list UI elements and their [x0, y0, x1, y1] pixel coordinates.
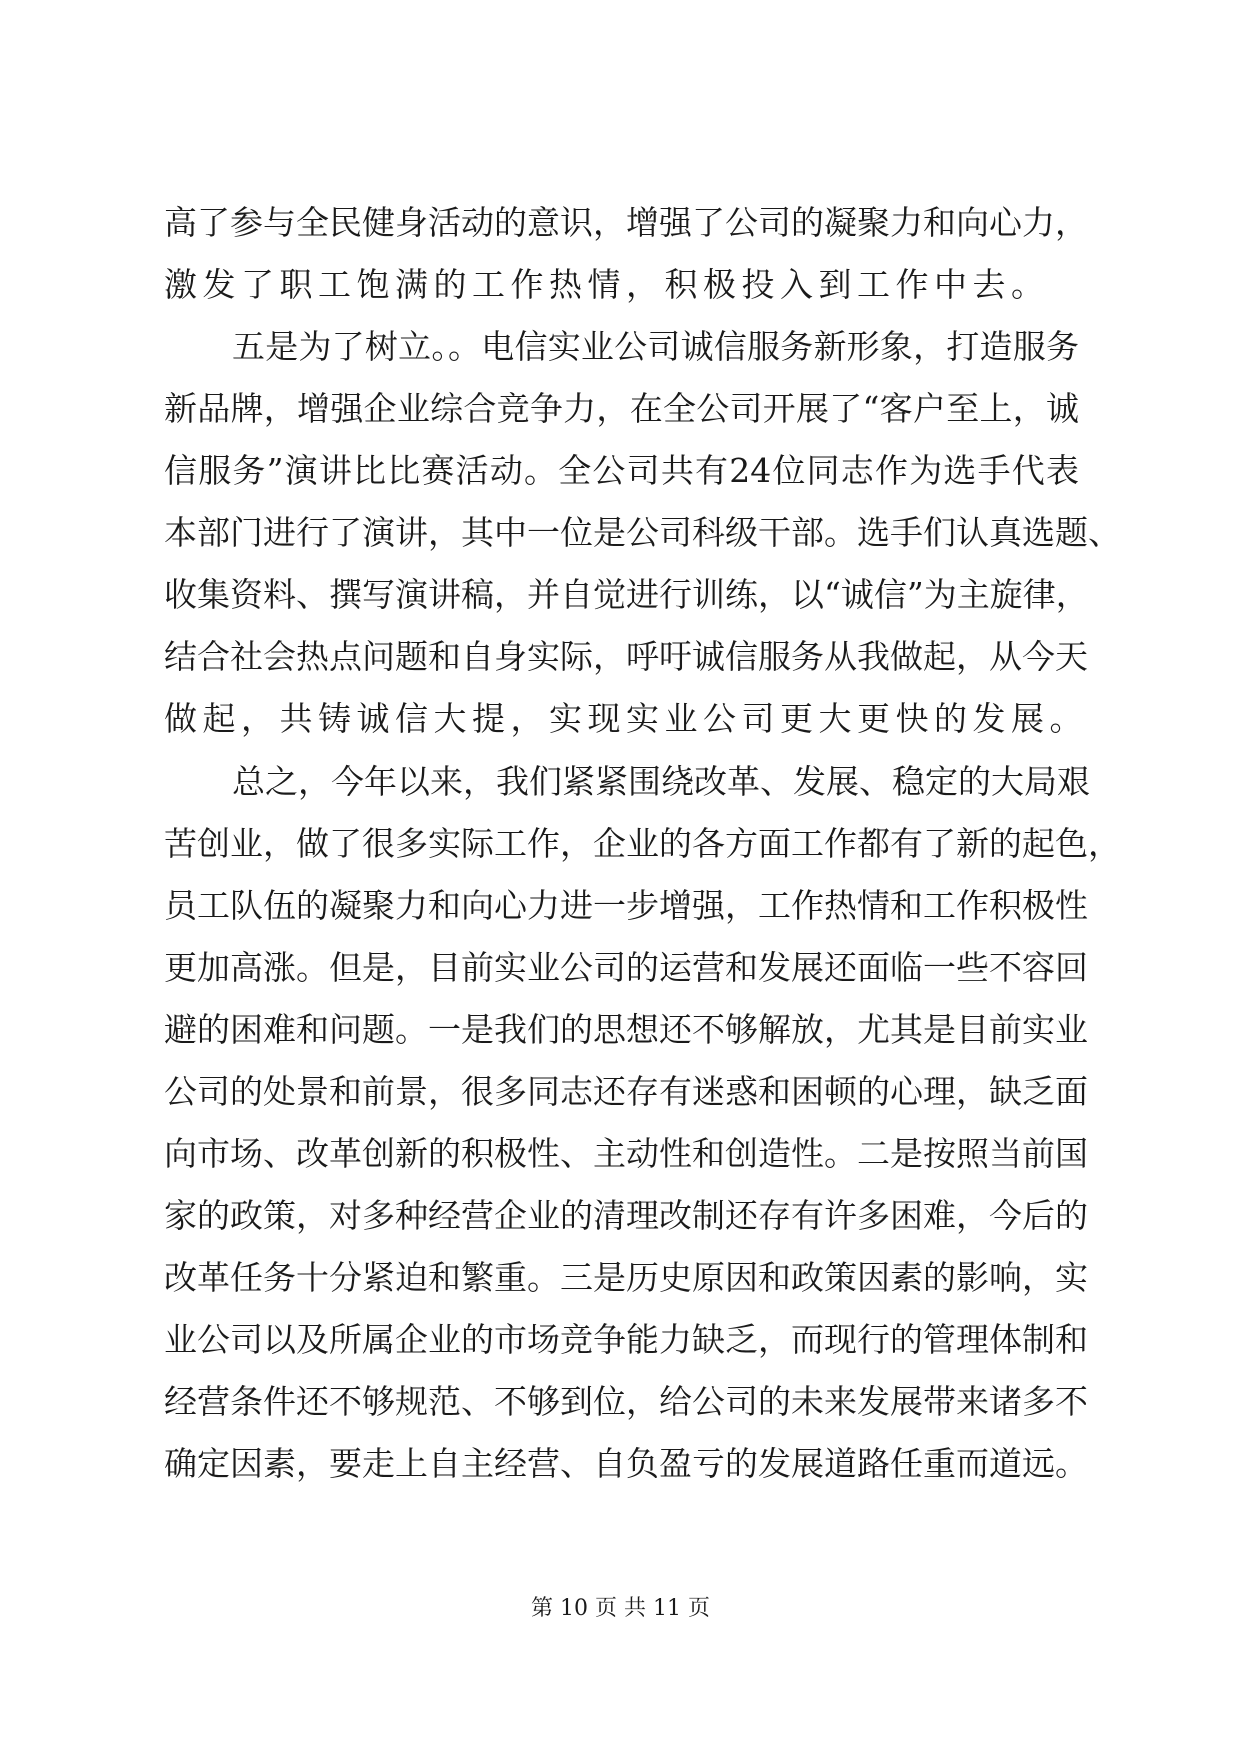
- text-line: 避的困难和问题。一是我们的思想还不够解放，尤其是目前实业: [164, 1010, 1088, 1049]
- text-line: 苦创业，做了很多实际工作，企业的各方面工作都有了新的起色，: [164, 824, 1121, 863]
- text-line: 高了参与全民健身活动的意识，增强了公司的凝聚力和向心力，: [164, 203, 1088, 242]
- text-line: 向市场、改革创新的积极性、主动性和创造性。二是按照当前国: [164, 1134, 1088, 1173]
- text-line: 更加高涨。但是，目前实业公司的运营和发展还面临一些不容回: [164, 948, 1088, 987]
- page-footer: 第 10 页 共 11 页: [531, 1596, 710, 1621]
- text-line: 总之，今年以来，我们紧紧围绕改革、发展、稳定的大局艰: [232, 762, 1090, 801]
- text-line: 结合社会热点问题和自身实际，呼吁诚信服务从我做起，从今天: [164, 637, 1088, 676]
- text-line: 家的政策，对多种经营企业的清理改制还存有许多困难，今后的: [164, 1196, 1088, 1235]
- text-line: 员工队伍的凝聚力和向心力进一步增强，工作热情和工作积极性: [164, 886, 1088, 925]
- text-line: 本部门进行了演讲，其中一位是公司科级干部。选手们认真选题、: [164, 513, 1121, 552]
- text-line: 新品牌，增强企业综合竞争力，在全公司开展了“客户至上，诚: [164, 389, 1079, 428]
- text-line: 信服务”演讲比比赛活动。全公司共有24位同志作为选手代表: [164, 451, 1079, 490]
- text-line: 公司的处景和前景，很多同志还存有迷惑和困顿的心理，缺乏面: [164, 1072, 1088, 1111]
- text-line: 收集资料、撰写演讲稿，并自觉进行训练，以“诚信”为主旋律，: [164, 575, 1089, 614]
- text-line: 改革任务十分紧迫和繁重。三是历史原因和政策因素的影响，实: [164, 1258, 1088, 1297]
- text-line: 做起，共铸诚信大提，实现实业公司更大更快的发展。: [164, 699, 1088, 738]
- text-line: 五是为了树立。。电信实业公司诚信服务新形象，打造服务: [232, 327, 1079, 366]
- text-line: 激发了职工饱满的工作热情，积极投入到工作中去。: [164, 265, 1050, 304]
- text-line: 业公司以及所属企业的市场竞争能力缺乏，而现行的管理体制和: [164, 1320, 1088, 1359]
- text-line: 确定因素，要走上自主经营、自负盈亏的发展道路任重而道远。: [164, 1444, 1088, 1483]
- text-line: 经营条件还不够规范、不够到位，给公司的未来发展带来诸多不: [164, 1382, 1088, 1421]
